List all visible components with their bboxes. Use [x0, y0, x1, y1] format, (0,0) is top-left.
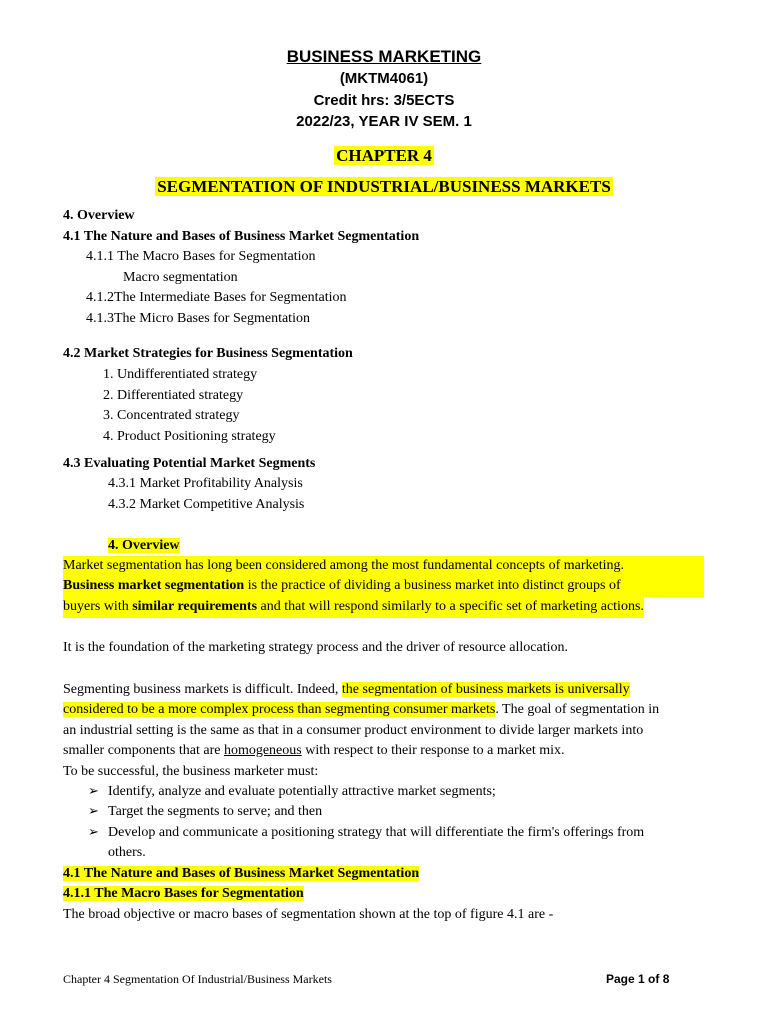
toc-section-4-3: 4.3 Evaluating Potential Market Segments — [63, 456, 316, 471]
bullet-item: Identify, analyze and evaluate potentially attractive market segments; — [108, 784, 496, 799]
toc-macro-segmentation: Macro segmentation — [123, 270, 238, 285]
paragraph-5: The broad objective or macro bases of segmentation shown at the top of figure 4.1 are - — [63, 907, 554, 922]
toc-section-4-3-1: 4.3.1 Market Profitability Analysis — [108, 476, 303, 491]
toc-strategy-item: 3. Concentrated strategy — [103, 408, 240, 423]
toc-section-4-1-2: 4.1.2The Intermediate Bases for Segmentation — [86, 290, 347, 305]
bullet-item: Develop and communicate a positioning strategy that will differentiate the firm's offerings from — [108, 825, 645, 840]
paragraph-4: To be successful, the business marketer must: — [63, 764, 319, 779]
paragraph-1-line-2: Business market segmentation is the practice of dividing a business market into distinct groups of — [63, 576, 704, 597]
section-4-1-heading: 4.1 The Nature and Bases of Business Market Segmentation — [63, 866, 420, 881]
arrow-bullet-icon: ➢ — [88, 803, 99, 818]
academic-year: 2022/23, YEAR IV SEM. 1 — [296, 113, 472, 130]
bold-term: Business market segmentation — [63, 578, 245, 593]
overview-heading: 4. Overview — [108, 538, 180, 553]
toc-strategy-item: 2. Differentiated strategy — [103, 388, 244, 403]
footer-page-number: Page 1 of 8 — [606, 972, 670, 986]
arrow-bullet-icon: ➢ — [88, 783, 99, 798]
credit-hours: Credit hrs: 3/5ECTS — [313, 92, 455, 109]
toc-section-4-3-2: 4.3.2 Market Competitive Analysis — [108, 497, 305, 512]
toc-overview: 4. Overview — [63, 208, 135, 223]
toc-section-4-1: 4.1 The Nature and Bases of Business Market Segmentation — [63, 229, 420, 244]
bullet-item-continuation: others. — [108, 845, 146, 860]
course-code: (MKTM4061) — [339, 70, 429, 87]
course-title: BUSINESS MARKETING — [286, 47, 482, 66]
paragraph-3-line-3: an industrial setting is the same as that in a consumer product environment to divide larger markets into — [63, 723, 644, 738]
chapter-number: CHAPTER 4 — [336, 146, 432, 165]
bold-term: similar requirements — [132, 599, 258, 614]
footer-chapter-title: Chapter 4 Segmentation Of Industrial/Business Markets — [63, 972, 332, 986]
paragraph-1-line-3: buyers with similar requirements and that will respond similarly to a specific set of marketing actions. — [63, 597, 644, 618]
paragraph-1-line-1: Market segmentation has long been considered among the most fundamental concepts of marketing. — [63, 556, 704, 577]
section-4-1-1-heading: 4.1.1 The Macro Bases for Segmentation — [63, 886, 304, 901]
arrow-bullet-icon: ➢ — [88, 824, 99, 839]
paragraph-2: It is the foundation of the marketing strategy process and the driver of resource allocation. — [63, 640, 568, 655]
chapter-title: SEGMENTATION OF INDUSTRIAL/BUSINESS MARKETS — [157, 177, 611, 196]
bullet-item: Target the segments to serve; and then — [108, 804, 323, 819]
toc-section-4-1-1: 4.1.1 The Macro Bases for Segmentation — [86, 249, 316, 264]
toc-strategy-item: 4. Product Positioning strategy — [103, 429, 276, 444]
toc-section-4-1-3: 4.1.3The Micro Bases for Segmentation — [86, 311, 310, 326]
paragraph-3-line-1: Segmenting business markets is difficult. Indeed, the segmentation of business markets is universally — [63, 682, 630, 697]
toc-section-4-2: 4.2 Market Strategies for Business Segmentation — [63, 346, 353, 361]
paragraph-3-line-4: smaller components that are homogeneous with respect to their response to a market mix. — [63, 743, 565, 758]
toc-strategy-item: 1. Undifferentiated strategy — [103, 367, 258, 382]
paragraph-3-line-2: considered to be a more complex process than segmenting consumer markets. The goal of segmentation in — [63, 702, 660, 717]
